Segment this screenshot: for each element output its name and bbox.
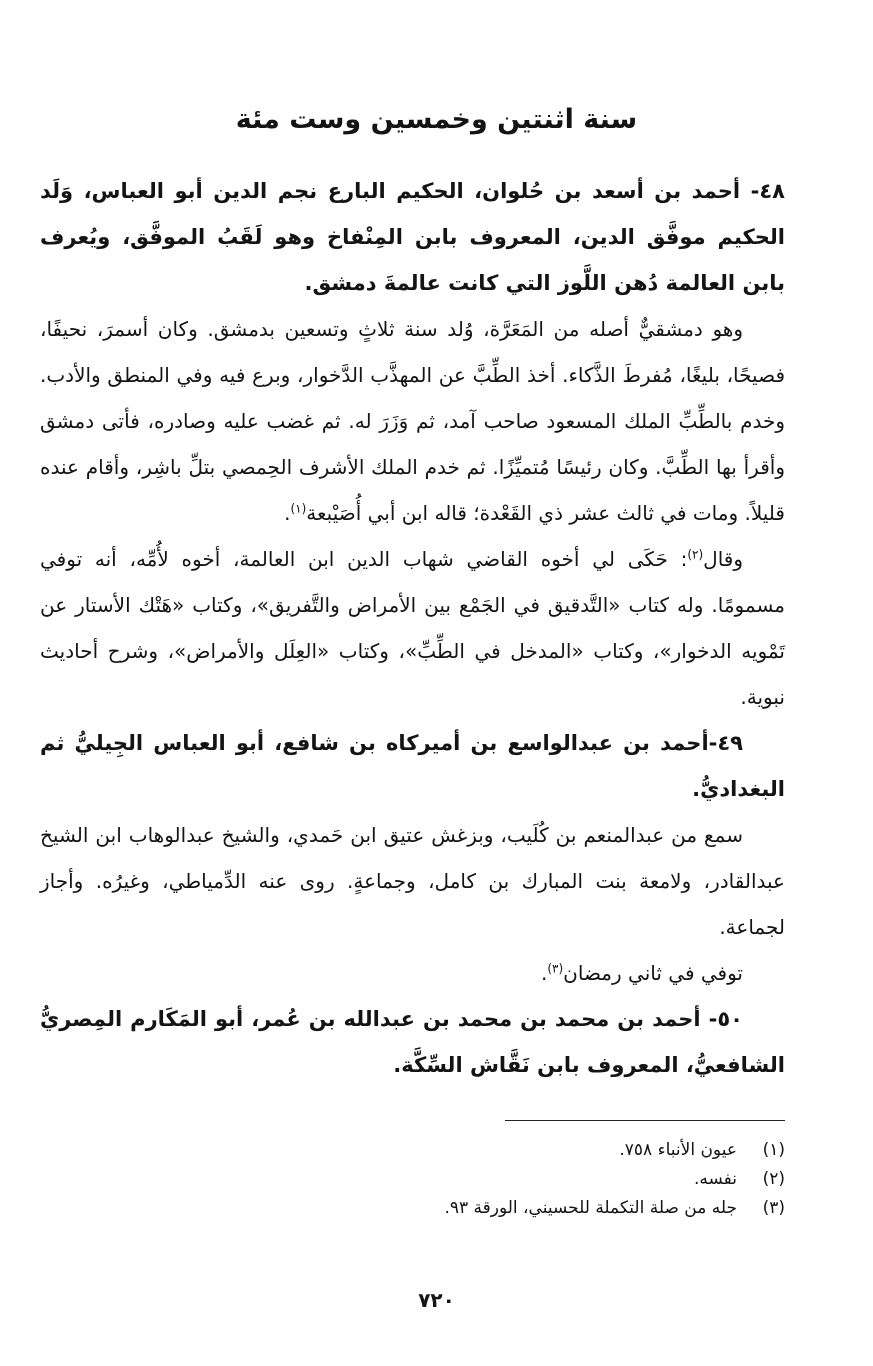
footnote-1-text: عيون الأنباء ٧٥٨. [619,1140,737,1160]
entry-49-death-tail: . [540,961,548,985]
entry-48-quote-text: : حَكَى لي أخوه القاضي شهاب الدين ابن العالمة، أخوه لأُمِّه، أنه توفي مسمومًا. وله كتاب «التَّدقيق في الجَمْع بين الأمراض والتَّفريق»، وكتاب «هَتْك الأستار عن تَمْويه الدخوار»، وكتاب «المدخل في الطِّبِّ»، وكتاب «العِلَل والأمراض»، وشرح أحاديث نبوية. [40,547,785,709]
entry-48-quote [40,536,785,720]
footnote-2-text: نفسه. [693,1169,737,1189]
footnote-1-number: (١) [762,1140,785,1160]
entry-49 [40,720,785,812]
footnote-ref-3: (٣) [547,961,564,976]
footnote-2 [40,1165,785,1194]
entry-49-death [40,950,785,996]
entry-49-death-text: توفي في ثاني رمضان [563,961,743,985]
entry-48-text: ٤٨- أحمد بن أسعد بن حُلوان، الحكيم البارع نجم الدين أبو العباس، وَلَد الحكيم موفَّق الدين، المعروف بابن المِنْفاخ وهو لَقَبُ الموفَّق، ويُعرف بابن العالمة دُهن اللَّوز التي كانت عالمةَ دمشق. [40,179,785,295]
entry-48-biography-tail: . [284,501,291,525]
footnote-2-number: (٢) [762,1169,785,1189]
footnote-ref-1: (١) [290,501,307,516]
page-number: ٧٢٠ [418,1288,455,1312]
entry-50 [40,996,785,1088]
footnote-3-text: جله من صلة التكملة للحسيني، الورقة ٩٣. [444,1198,737,1218]
footnote-divider [505,1120,785,1121]
entry-48-quote-lead: وقال [703,547,743,571]
entry-49-biography [40,812,785,950]
main-text [40,168,785,1088]
footnote-3-number: (٣) [762,1198,785,1218]
entry-50-text: ٥٠- أحمد بن محمد بن محمد بن عبدالله بن عُمر، أبو المَكَارم المِصريُّ الشافعيُّ، المعروف بابن نَقَّاش السِّكَّة. [40,1007,785,1077]
footnote-1 [40,1136,785,1165]
footnotes [40,1136,785,1223]
entry-49-biography-text: سمع من عبدالمنعم بن كُلَيب، وبزغش عتيق ابن حَمدي، والشيخ عبدالوهاب ابن الشيخ عبدالقادر، ولامعة بنت المبارك بن كامل، وجماعةٍ. روى عنه الدِّمياطي، وغيرُه. وأجاز لجماعة. [40,823,785,939]
footnote-3 [40,1194,785,1223]
footnote-ref-2: (٢) [687,547,704,562]
chapter-title: سنة اثنتين وخمسين وست مئة [235,104,638,135]
entry-48-biography [40,306,785,536]
entry-49-text: ٤٩-أحمد بن عبدالواسع بن أميركاه بن شافع، أبو العباس الجِيليُّ ثم البغداديُّ. [40,731,785,801]
entry-48 [40,168,785,306]
entry-48-biography-text: وهو دمشقيٌّ أصله من المَعَرَّة، وُلد سنة ثلاثٍ وتسعين بدمشق. وكان أسمرَ، نحيفًا، فصيحًا، بليغًا، مُفرطَ الذَّكاء. أخذ الطِّبَّ عن المهذَّب الدَّخوار، وبرع فيه وفي المنطق والأدب. وخدم بالطِّبِّ الملك المسعود صاحب آمد، ثم وَزَرَ له. ثم غضب عليه وصادره، فأتى دمشق وأقرأ بها الطِّبَّ. وكان رئيسًا مُتميِّزًا. ثم خدم الملك الأشرف الحِمصي بتلِّ باشِر، وأقام عنده قليلاً. ومات في ثالث عشر ذي القَعْدة؛ قاله ابن أبي أُصَيْبعة [40,317,785,525]
